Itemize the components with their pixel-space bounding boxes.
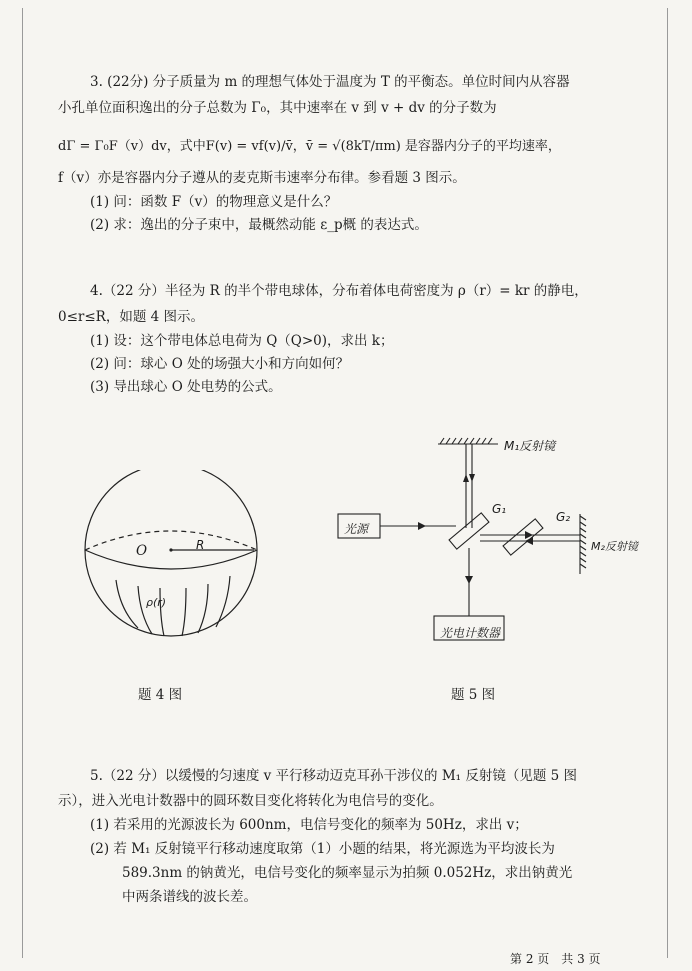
q5-sub-2c: 中两条谱线的波长差。 xyxy=(122,889,257,905)
fig5-g2-label: G₂ xyxy=(556,510,571,524)
meridian-6 xyxy=(216,576,230,627)
g1-plate xyxy=(449,513,489,549)
q3-line-3: dΓ = Γ₀F（v）dv，式中F(v) = vf(v)/v̄，v̄ = √(8kT/πm) 是容器内分子的平均速率， xyxy=(58,139,561,154)
beam-arrows xyxy=(418,474,533,584)
sphere-outline xyxy=(85,470,257,636)
meridian-1 xyxy=(116,580,138,628)
q3-line-1: 3. (22分) 分子质量为 m 的理想气体处于温度为 T 的平衡态。单位时间内从容器 xyxy=(90,74,570,90)
q3-line-2: 小孔单位面积逸出的分子总数为 Γ₀，其中速率在 v 到 v + dv 的分子数为 xyxy=(58,100,497,116)
q5-sub-2b: 589.3nm 的钠黄光，电信号变化的频率显示为拍频 0.052Hz，求出钠黄光 xyxy=(122,865,573,881)
fig4-caption: 题 4 图 xyxy=(138,687,183,703)
fig5-m1-label: M₁反射镜 xyxy=(504,439,556,453)
equator-back xyxy=(85,531,257,550)
meridian-2 xyxy=(138,586,152,634)
q5-sub-1: (1) 若采用的光源波长为 600nm，电信号变化的频率为 50Hz，求出 v； xyxy=(90,817,528,833)
m2-hatch xyxy=(580,516,586,568)
fig5-g1-label: G₁ xyxy=(492,502,507,516)
q5-line-1: 5.（22 分）以缓慢的匀速度 v 平行移动迈克耳孙干涉仪的 M₁ 反射镜（见题 5 图 xyxy=(90,768,578,784)
fig5-m2-label: M₂反射镜 xyxy=(591,540,638,553)
q4-line-2: 0≤r≤R，如题 4 图示。 xyxy=(58,309,205,325)
meridian-5 xyxy=(198,584,208,633)
g2-plate xyxy=(503,519,543,555)
page-number: 第 2 页 共 3 页 xyxy=(510,952,601,966)
m1-hatch xyxy=(440,438,492,444)
fig4-label-o: O xyxy=(136,543,148,559)
q3-line-4: f（v）亦是容器内分子遵从的麦克斯韦速率分布律。参看题 3 图示。 xyxy=(58,170,466,186)
q4-sub-3: (3) 导出球心 O 处电势的公式。 xyxy=(90,379,282,395)
q4-sub-1: (1) 设：这个带电体总电荷为 Q（Q>0)，求出 k； xyxy=(90,333,394,349)
fig4-hemisphere xyxy=(68,470,278,640)
q3-sub-1: (1) 问：函数 F（v）的物理意义是什么？ xyxy=(90,194,338,210)
center-dot xyxy=(169,548,172,551)
fig4-label-r: R xyxy=(196,538,205,552)
q4-line-1: 4.（22 分）半径为 R 的半个带电球体，分布着体电荷密度为 ρ（r）= kr 的静电， xyxy=(90,283,588,299)
meridian-4 xyxy=(182,588,186,636)
q3-sub-2: (2) 求：逸出的分子束中，最概然动能 ε_p概 的表达式。 xyxy=(90,217,428,233)
fig5-source-label: 光源 xyxy=(344,522,369,536)
q4-sub-2: (2) 问：球心 O 处的场强大小和方向如何？ xyxy=(90,356,350,372)
q5-sub-2a: (2) 若 M₁ 反射镜平行移动速度取第（1）小题的结果，将光源选为平均波长为 xyxy=(90,841,555,857)
fig5-counter-label: 光电计数器 xyxy=(440,626,501,640)
q5-line-2: 示），进入光电计数器中的圆环数目变化将转化为电信号的变化。 xyxy=(58,793,443,809)
fig5-caption: 题 5 图 xyxy=(451,687,496,703)
fig4-label-rho: ρ(r) xyxy=(146,596,167,609)
equator-front xyxy=(85,550,257,569)
